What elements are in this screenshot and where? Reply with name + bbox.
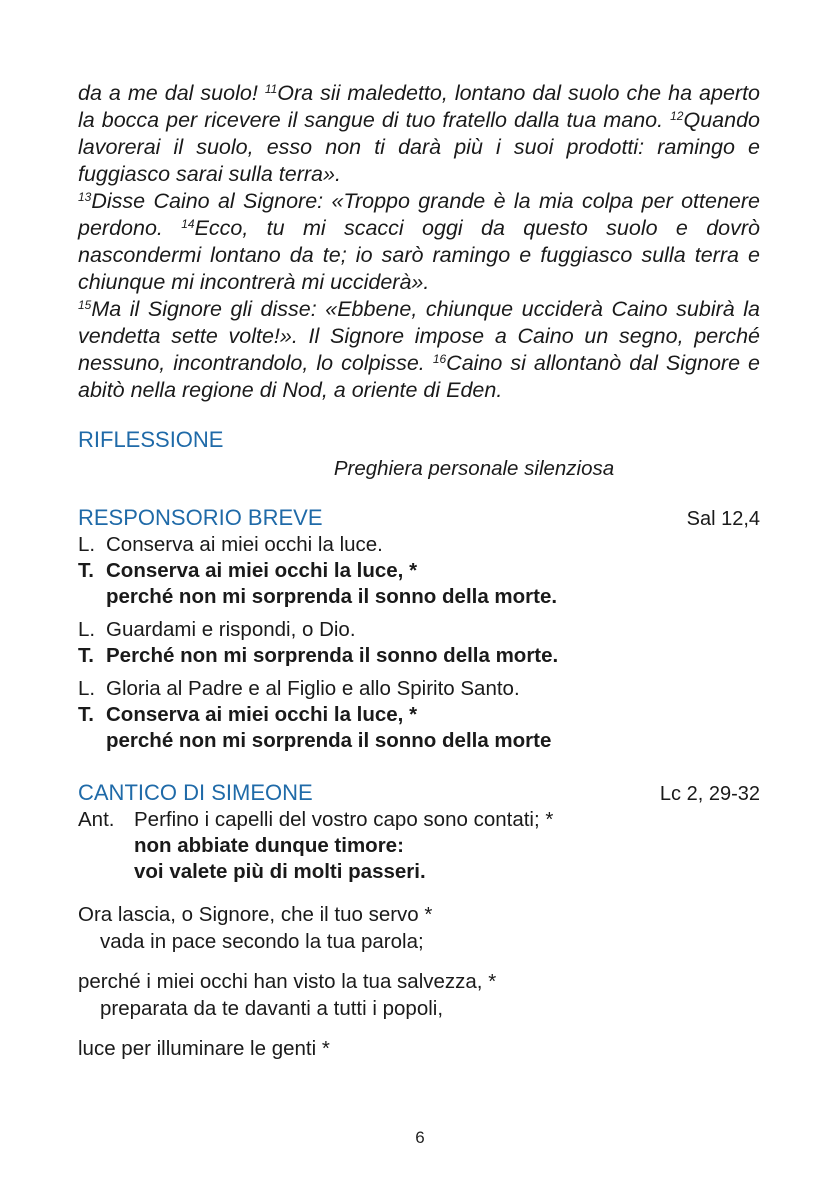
reading-text: Ma il Signore gli disse: «Ebbene, chiunque ucciderà Caino subirà la vendetta sette volte!». Il Signore impose a Caino un segno, perché nessuno, incontrandolo, lo colpisse. bbox=[78, 297, 760, 375]
line-text: Gloria al Padre e al Figlio e allo Spirito Santo. bbox=[106, 677, 520, 700]
antiphon-line-1 bbox=[78, 807, 760, 833]
responsorio-group-2 bbox=[78, 617, 760, 669]
verse-number: 12 bbox=[670, 109, 684, 123]
verse-number: 11 bbox=[264, 82, 278, 96]
line-text: perché non mi sorprenda il sonno della morte bbox=[106, 729, 552, 752]
response-line bbox=[78, 558, 760, 584]
response-line bbox=[78, 643, 760, 669]
response-line bbox=[78, 584, 760, 610]
canticle-verse-2 bbox=[78, 968, 760, 1022]
cantico-title: CANTICO DI SIMEONE bbox=[78, 780, 313, 805]
reading-text: da a me dal suolo! bbox=[78, 81, 265, 105]
cantico-reference: Lc 2, 29-32 bbox=[659, 783, 760, 805]
line-text: perché non mi sorprenda il sonno della morte. bbox=[106, 585, 558, 608]
riflessione-heading bbox=[78, 427, 760, 453]
responsorio-reference: Sal 12,4 bbox=[686, 508, 760, 530]
reading-paragraph-2 bbox=[78, 188, 760, 296]
page-content bbox=[78, 80, 760, 1062]
responsorio-group-1 bbox=[78, 532, 760, 610]
antiphon-line-3: voi valete più di molti passeri. bbox=[134, 860, 426, 883]
canticle-verse-1 bbox=[78, 901, 760, 955]
reader-line bbox=[78, 676, 760, 702]
response-line bbox=[78, 702, 760, 728]
speaker-label bbox=[78, 584, 106, 610]
cantico-heading bbox=[78, 780, 760, 807]
reading-text: Ora sii maledetto, lontano dal suolo che ha aperto la bocca per ricevere il sangue di tuo fratello dalla tua mano. bbox=[78, 81, 760, 132]
speaker-label: L. bbox=[78, 618, 96, 641]
reading-text: Ecco, tu mi scacci oggi da questo suolo e dovrò nascondermi lontano da te; io sarò ramingo e fuggiasco sulla terra e chiunque mi incontrerà mi ucciderà». bbox=[78, 216, 760, 294]
verse-number: 13 bbox=[78, 190, 92, 204]
page-number: 6 bbox=[415, 1128, 425, 1147]
line-text: Perché non mi sorprenda il sonno della morte. bbox=[106, 644, 559, 667]
verse-number: 14 bbox=[181, 217, 195, 231]
speaker-label: T. bbox=[78, 644, 94, 667]
verse-line: luce per illuminare le genti * bbox=[78, 1037, 330, 1060]
verse-line: perché i miei occhi han visto la tua salvezza, * bbox=[78, 970, 497, 993]
speaker-label bbox=[78, 728, 106, 754]
verse-line: vada in pace secondo la tua parola; bbox=[100, 930, 424, 953]
verse-number: 15 bbox=[78, 298, 92, 312]
line-text: Conserva ai miei occhi la luce. bbox=[106, 533, 383, 556]
responsorio-group-3 bbox=[78, 676, 760, 754]
responsorio-heading bbox=[78, 505, 760, 532]
responsorio-title: RESPONSORIO BREVE bbox=[78, 505, 323, 530]
verse-line: Ora lascia, o Signore, che il tuo servo * bbox=[78, 903, 433, 926]
verse-line: preparata da te davanti a tutti i popoli, bbox=[100, 997, 444, 1020]
reader-line bbox=[78, 532, 760, 558]
reading-text: Disse Caino al Signore: «Troppo grande è la mia colpa per ottenere perdono. bbox=[78, 189, 760, 240]
speaker-label: L. bbox=[78, 677, 96, 700]
speaker-label: L. bbox=[78, 533, 96, 556]
reading-paragraph-3 bbox=[78, 296, 760, 404]
response-line bbox=[78, 728, 760, 754]
antiphon-text: Perfino i capelli del vostro capo sono contati; * bbox=[134, 808, 554, 831]
reading-text: Quando lavorerai il suolo, esso non ti darà più i suoi prodotti: ramingo e fuggiasco sarai sulla terra». bbox=[78, 108, 760, 186]
antiphon-line-2: non abbiate dunque timore: bbox=[134, 834, 404, 857]
riflessione-note: Preghiera personale silenziosa bbox=[333, 457, 615, 480]
riflessione-title: RIFLESSIONE bbox=[78, 427, 224, 452]
line-text: Conserva ai miei occhi la luce, * bbox=[106, 559, 418, 582]
antiphon-label: Ant. bbox=[78, 808, 115, 831]
line-text: Guardami e rispondi, o Dio. bbox=[106, 618, 356, 641]
reading-text: Caino si allontanò dal Signore e abitò nella regione di Nod, a oriente di Eden. bbox=[78, 351, 761, 402]
speaker-label: T. bbox=[78, 703, 94, 726]
reading-paragraph-1 bbox=[78, 80, 760, 188]
verse-number: 16 bbox=[432, 352, 447, 366]
scripture-reading bbox=[78, 80, 760, 404]
speaker-label: T. bbox=[78, 559, 94, 582]
reader-line bbox=[78, 617, 760, 643]
line-text: Conserva ai miei occhi la luce, * bbox=[106, 703, 418, 726]
canticle-verse-3 bbox=[78, 1035, 760, 1062]
